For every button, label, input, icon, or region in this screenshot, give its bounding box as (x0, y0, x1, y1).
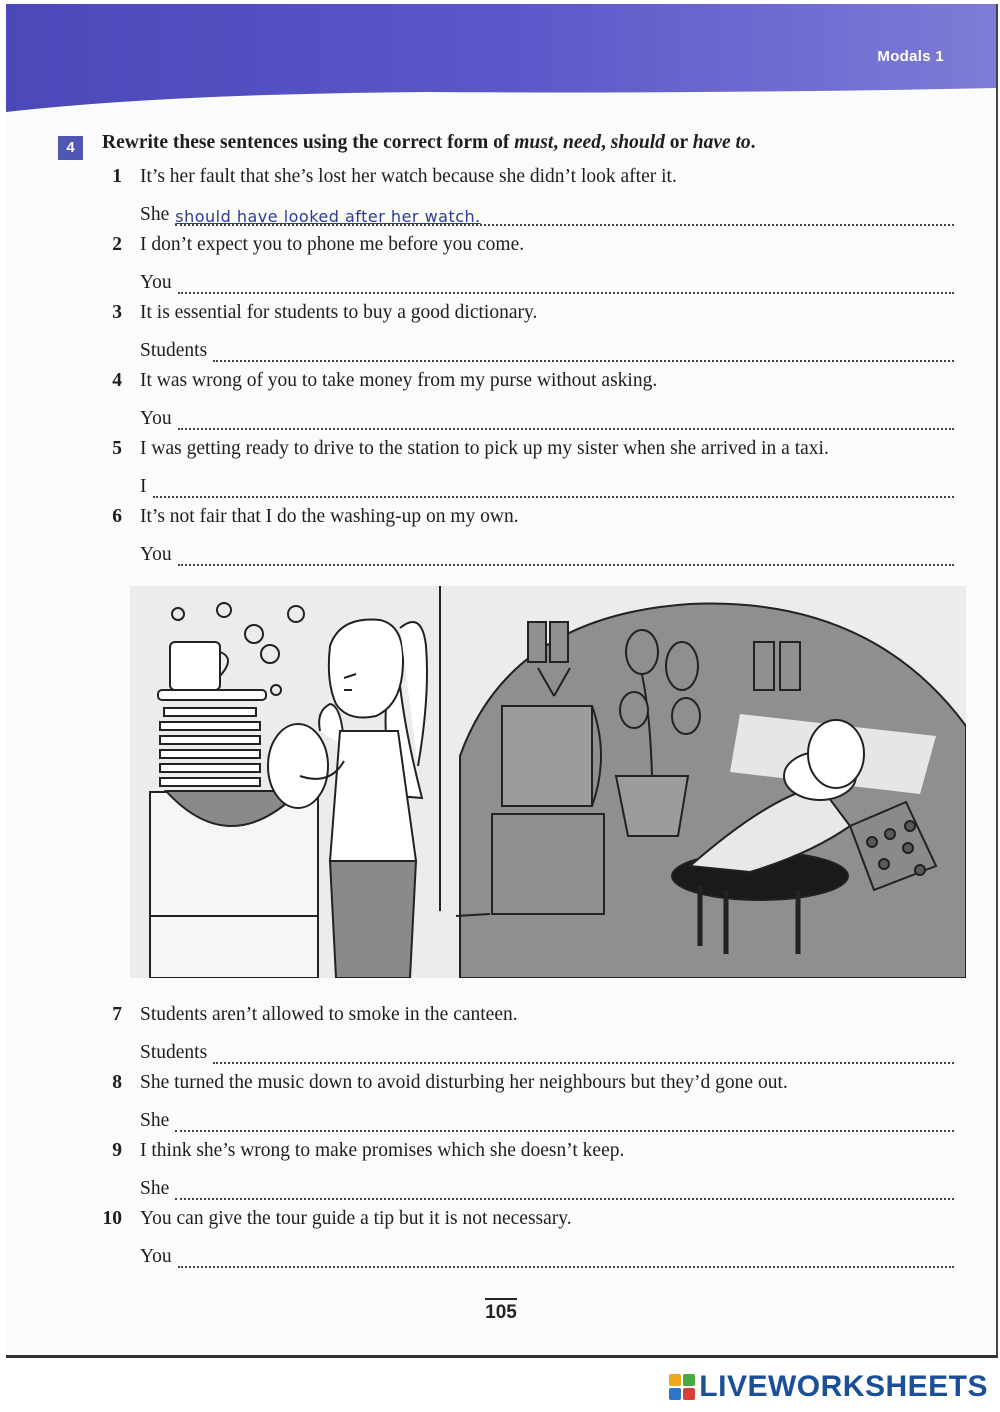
section-title: Modals 1 (877, 48, 944, 65)
page-number: 105 (6, 1302, 996, 1324)
question-item-4 (98, 370, 954, 438)
answer-input[interactable] (175, 1111, 954, 1132)
answer-row (140, 336, 954, 362)
question-number: 8 (112, 1072, 122, 1093)
answer-row (140, 1106, 954, 1132)
answer-row (140, 404, 954, 430)
brand-name: LIVEWORKSHEETS (699, 1370, 988, 1403)
answer-starter: I (140, 476, 147, 497)
question-item-8 (98, 1072, 954, 1140)
answer-starter: Students (140, 340, 208, 361)
question-item-10 (98, 1208, 954, 1276)
question-item-5 (98, 438, 954, 506)
answer-input[interactable] (178, 409, 954, 430)
answer-input[interactable] (153, 477, 955, 498)
question-number: 4 (112, 370, 122, 391)
answer-input[interactable] (213, 1043, 954, 1064)
answer-starter: She (140, 204, 170, 225)
question-prompt: It was wrong of you to take money from my purse without asking. (140, 370, 658, 391)
cartoon-illustration (130, 586, 966, 978)
question-item-1 (98, 166, 954, 234)
answer-row (140, 200, 954, 226)
question-prompt: It’s not fair that I do the washing-up on my own. (140, 506, 519, 527)
question-number: 9 (112, 1140, 122, 1161)
answer-input[interactable] (178, 273, 954, 294)
question-item-9 (98, 1140, 954, 1208)
answer-starter: You (140, 272, 172, 293)
question-item-6 (98, 506, 954, 574)
handwritten-answer: should have looked after her watch. (175, 207, 481, 226)
question-number: 2 (112, 234, 122, 255)
answer-starter: She (140, 1178, 170, 1199)
answer-starter: You (140, 408, 172, 429)
answer-input[interactable] (178, 545, 954, 566)
liveworksheets-brand (669, 1370, 988, 1404)
liveworksheets-logo-icon (669, 1374, 695, 1400)
question-item-2 (98, 234, 954, 302)
answer-starter: Students (140, 1042, 208, 1063)
answer-input[interactable] (178, 1247, 954, 1268)
answer-input[interactable] (175, 1179, 954, 1200)
question-prompt: She turned the music down to avoid disturbing her neighbours but they’d gone out. (140, 1072, 788, 1093)
question-prompt: It’s her fault that she’s lost her watch because she didn’t look after it. (140, 166, 677, 187)
header-band (6, 4, 996, 112)
worksheet-page (6, 4, 998, 1358)
question-number: 3 (112, 302, 122, 323)
answer-row (140, 268, 954, 294)
answer-row (140, 540, 954, 566)
question-number: 10 (102, 1208, 122, 1229)
question-item-3 (98, 302, 954, 370)
question-number: 1 (112, 166, 122, 187)
header-band-shape (6, 4, 998, 112)
answer-starter: You (140, 1246, 172, 1267)
answer-row (140, 1174, 954, 1200)
question-number: 5 (112, 438, 122, 459)
answer-starter: You (140, 544, 172, 565)
question-item-7 (98, 1004, 954, 1072)
answer-row (140, 1038, 954, 1064)
answer-starter: She (140, 1110, 170, 1131)
answer-input[interactable] (213, 341, 954, 362)
question-number: 6 (112, 506, 122, 527)
question-prompt: Students aren’t allowed to smoke in the canteen. (140, 1004, 518, 1025)
question-prompt: I think she’s wrong to make promises which she doesn’t keep. (140, 1140, 625, 1161)
question-prompt: I was getting ready to drive to the station to pick up my sister when she arrived in a taxi. (140, 438, 829, 459)
washing-up-cartoon (130, 586, 966, 978)
question-prompt: It is essential for students to buy a good dictionary. (140, 302, 538, 323)
living-room-scene (456, 604, 966, 978)
answer-row (140, 472, 954, 498)
answer-row (140, 1242, 954, 1268)
exercise-instruction: Rewrite these sentences using the correct form of must, need, should or have to. (102, 132, 756, 153)
question-prompt: You can give the tour guide a tip but it is not necessary. (140, 1208, 572, 1229)
question-prompt: I don’t expect you to phone me before you come. (140, 234, 525, 255)
question-number: 7 (112, 1004, 122, 1025)
answer-input[interactable] (175, 205, 954, 226)
exercise-header (58, 130, 958, 162)
exercise-number-badge: 4 (58, 136, 83, 160)
